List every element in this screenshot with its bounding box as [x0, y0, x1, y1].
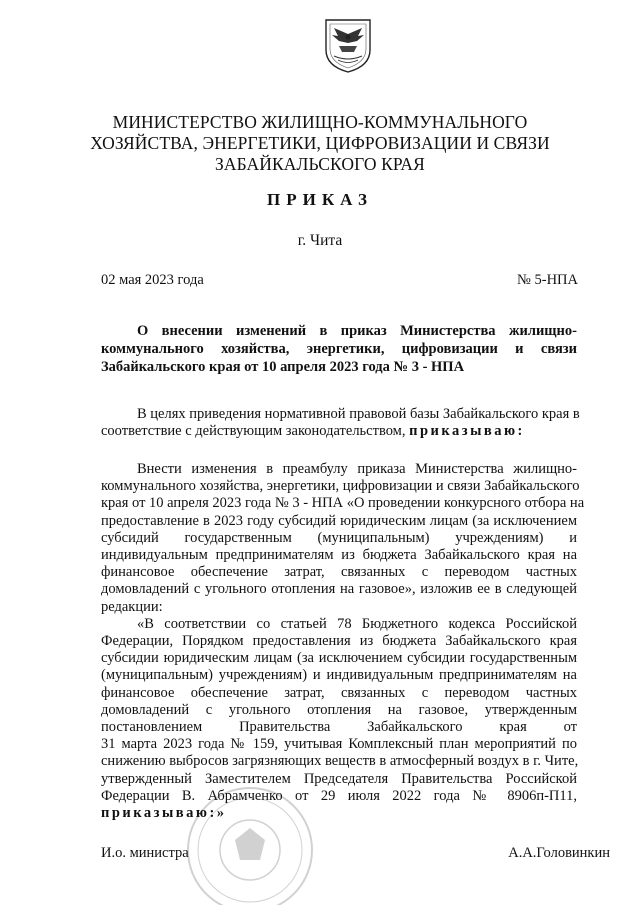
body-line: коммунального хозяйства, энергетики, цифровизации и связи Забайкальского [101, 478, 580, 495]
order-number: № 5-НПА [517, 272, 578, 288]
body-line: Внести изменения в преамбулу приказа Министерства жилищно- [137, 461, 577, 477]
order-keyword: приказываю: [409, 423, 525, 440]
body-line: финансовое обеспечение затрат, связанных с переводом частных [101, 564, 577, 581]
quote-line: субсидии юридическим лицам (за исключением субсидии государственным [101, 650, 577, 667]
quote-line [101, 805, 577, 822]
quote-line: Федерации В. Абрамченко от 29 июля 2022 года № 8906п-П11, [101, 787, 577, 804]
order-date: 02 мая 2023 года [101, 272, 204, 288]
document-type-title: ПРИКАЗ [267, 190, 373, 209]
signatory-position: И.о. министра [101, 845, 189, 861]
body-line: редакции: [101, 598, 163, 615]
signatory-name: А.А.Головинкин [508, 845, 610, 861]
body-line: В целях приведения нормативной правовой базы Забайкальского края в [137, 406, 580, 422]
ministry-line-1: МИНИСТЕРСТВО ЖИЛИЩНО-КОММУНАЛЬНОГО [112, 112, 528, 132]
amendment-paragraph [101, 461, 585, 822]
quote-line: (муниципальным) учреждениям) и индивидуальным предпринимателям на [101, 667, 577, 684]
quote-line: «В соответствии со статьей 78 Бюджетного кодекса Российской [137, 615, 577, 632]
body-line-text: соответствие с действующим законодательством, [101, 423, 410, 440]
quote-line: финансовое обеспечение затрат, связанных с переводом частных [101, 684, 577, 701]
body-line: предоставление в 2023 году субсидий юридическим лицам (за исключением [101, 512, 577, 529]
quote-line: утвержденный Заместителем Председателя Правительства Российской [101, 770, 577, 787]
body-line: домовладений с угольного отопления на газовое», изложив ее в следующей [101, 581, 577, 598]
subject-line: Забайкальского края от 10 апреля 2023 года № 3 - НПА [101, 359, 465, 375]
body-line [101, 423, 577, 440]
order-keyword: приказываю:» [101, 805, 227, 822]
official-seal-icon [180, 780, 320, 905]
ministry-line-2: ХОЗЯЙСТВА, ЭНЕРГЕТИКИ, ЦИФРОВИЗАЦИИ И СВЯЗИ [90, 133, 550, 153]
preamble-paragraph [101, 406, 580, 440]
body-line: края от 10 апреля 2023 года № 3 - НПА «О проведении конкурсного отбора на [101, 495, 585, 512]
ministry-line-3: ЗАБАЙКАЛЬСКОГО КРАЯ [215, 154, 425, 174]
body-line: индивидуальным предпринимателям из бюджета Забайкальского края на [101, 547, 577, 564]
ministry-name [60, 112, 580, 175]
quote-line: Федерации, Порядком предоставления из бюджета Забайкальского края [101, 633, 577, 650]
coat-of-arms-icon [322, 16, 374, 74]
quote-line: 31 марта 2023 года № 159, учитывая Комплексный план мероприятий по [101, 736, 577, 753]
subject-line: коммунального хозяйства, энергетики, цифровизации и связи [101, 341, 577, 357]
quote-line: домовладений с угольного отопления на газовое, утвержденным [101, 701, 577, 718]
subject-line: О внесении изменений в приказ Министерства жилищно- [137, 323, 577, 339]
city-label: г. Чита [297, 232, 343, 249]
quote-line: снижению выбросов загрязняющих веществ в атмосферный воздух в г. Чите, [101, 753, 579, 770]
body-line: субсидий государственным (муниципальным) учреждениям) и [101, 529, 577, 546]
quote-line: постановлением Правительства Забайкальского края от [101, 719, 577, 736]
order-subject [101, 322, 577, 376]
